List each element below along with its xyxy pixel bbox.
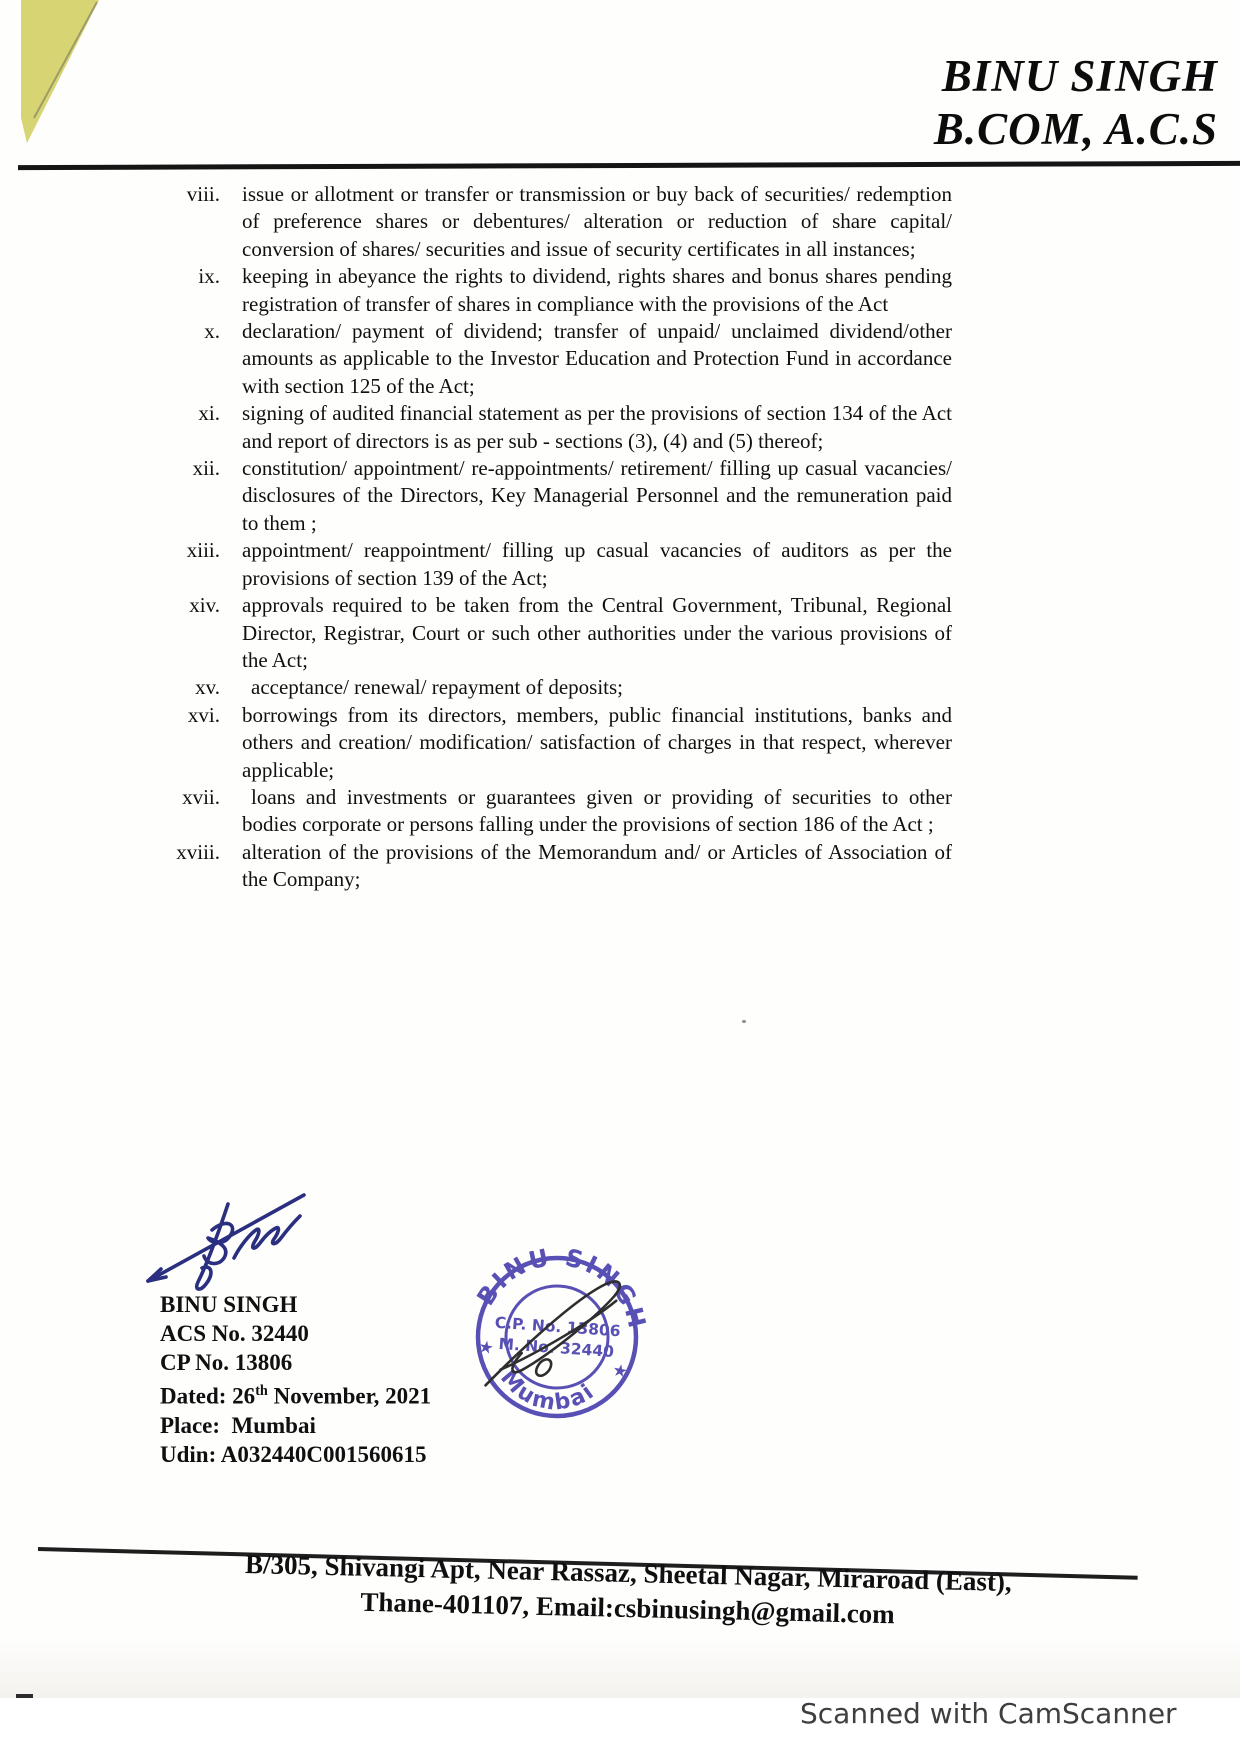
item-text: appointment/ reappointment/ filling up casual vacancies of auditors as per the provisions of section 139 of the Act;: [242, 538, 952, 590]
paper-bottom-shadow: [0, 1636, 1240, 1698]
scan-speck: [742, 1020, 746, 1023]
clause-list: [140, 181, 952, 894]
stamp-name-arc: BINU SINGH: [471, 1243, 652, 1334]
list-item: [140, 702, 952, 784]
signatory-place: Place: Mumbai: [160, 1412, 316, 1438]
signatory-details: [160, 1290, 431, 1469]
item-numeral: xii.: [192, 456, 220, 481]
footer-address-line2: Thane-401107, Email:csbinusingh@gmail.com: [360, 1586, 896, 1630]
list-item: [140, 400, 952, 455]
list-item: [140, 263, 952, 318]
letterhead-rule: [18, 161, 1240, 170]
rubber-stamp: [452, 1232, 663, 1443]
handwritten-signature: [142, 1178, 320, 1300]
item-numeral: xvii.: [182, 784, 220, 809]
item-numeral: viii.: [186, 182, 220, 206]
item-numeral: xviii.: [176, 839, 220, 864]
date-prefix: Dated: 26: [160, 1383, 256, 1409]
signatory-udin: Udin: A032440C001560615: [160, 1441, 427, 1467]
letterhead-credentials: B.COM, A.C.S: [933, 104, 1218, 154]
stamp-star-left-icon: ★: [476, 1336, 496, 1359]
list-item: [140, 318, 952, 400]
item-text: signing of audited financial statement as per the provisions of section 134 of the Act and report of directors is as per sub - sections (3), (4) and (5) thereof;: [242, 401, 952, 453]
camscanner-watermark: Scanned with CamScanner: [800, 1697, 1177, 1730]
signatory-date: [160, 1377, 431, 1411]
item-numeral: xiii.: [186, 538, 220, 563]
item-text: loans and investments or guarantees given or providing of securities to other bodies corporate or persons falling under the provisions of section 186 of the Act ;: [242, 784, 952, 837]
item-text: acceptance/ renewal/ repayment of deposits;: [251, 675, 623, 700]
item-text: borrowings from its directors, members, public financial institutions, banks and others and creation/ modification/ satisfaction of charges in that respect, wherever applicable;: [242, 702, 952, 782]
item-numeral: ix.: [198, 264, 220, 289]
signatory-cp-no: CP No. 13806: [160, 1350, 293, 1375]
stamp-star-right-icon: ★: [610, 1360, 630, 1382]
item-numeral: xiv.: [189, 593, 220, 618]
letterhead-name: BINU SINGH: [941, 51, 1218, 101]
item-numeral: xv.: [195, 675, 220, 700]
stamp-cp-number: C.P. No. 13806: [494, 1313, 622, 1341]
list-item: [140, 839, 952, 894]
letterhead: [934, 50, 1218, 156]
stamp-city-arc: Mumbai: [495, 1365, 600, 1417]
page-corner-fold: [0, 0, 130, 160]
list-item: [140, 181, 952, 263]
list-item: [140, 537, 952, 592]
item-numeral: xi.: [198, 401, 220, 426]
footer-address-line1: B/305, Shivangi Apt, Near Rassaz, Sheetal Nagar, Miraroad (East),: [244, 1548, 1013, 1598]
item-text: issue or allotment or transfer or transmission or buy back of securities/ redemption of preference shares or debentures/ alteration or reduction of share capital/ conversion of shares/ securities and issue of security certificates in all instances;: [242, 182, 952, 261]
footer-address: [127, 1544, 1128, 1638]
date-ordinal: th: [255, 1383, 268, 1399]
list-item: [140, 455, 952, 537]
list-item: [140, 784, 952, 839]
item-text: approvals required to be taken from the Central Government, Tribunal, Regional Director, Registrar, Court or such other authorities under the various provisions of the Act;: [242, 593, 952, 672]
signatory-name: BINU SINGH: [160, 1292, 298, 1317]
item-text: declaration/ payment of dividend; transfer of unpaid/ unclaimed dividend/other amounts as applicable to the Investor Education and Protection Fund in accordance with section 125 of the Act;: [242, 319, 952, 398]
item-numeral: x.: [204, 319, 220, 344]
signature-inu-loops: [234, 1216, 300, 1258]
item-text: keeping in abeyance the rights to dividend, rights shares and bonus shares pending registration of transfer of shares in compliance with the provisions of the Act: [242, 264, 952, 316]
item-text: constitution/ appointment/ re-appointments/ retirement/ filling up casual vacancies/ disclosures of the Directors, Key Managerial Personnel and the remuneration paid to them ;: [242, 456, 952, 535]
date-suffix: November, 2021: [267, 1383, 432, 1409]
item-text: alteration of the provisions of the Memorandum and/ or Articles of Association of the Company;: [242, 839, 952, 892]
signatory-acs-no: ACS No. 32440: [160, 1321, 309, 1346]
item-numeral: xvi.: [187, 702, 220, 727]
stamp-membership-number: M. No. 32440: [497, 1334, 615, 1361]
list-item: [140, 674, 952, 701]
list-item: [140, 592, 952, 674]
